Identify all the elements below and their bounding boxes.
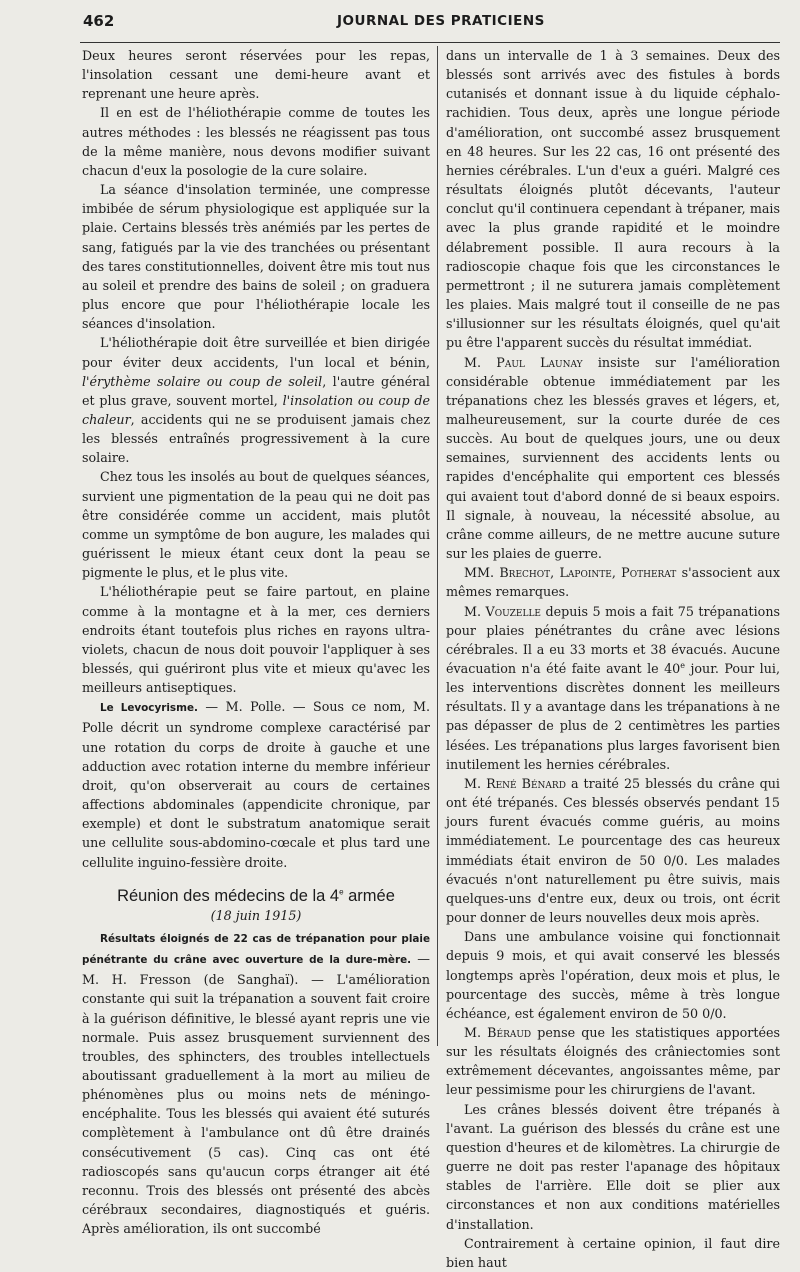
paragraph: dans un intervalle de 1 à 3 semaines. Deux des blessés sont arrivés avec des fistules à bords cutanisés et donnant issue à du liquide céphalo-rachidien. Tous deux, après une longue période d'amélioration, ont succombé assez brusquement en 48 heures. Sur les 22 cas, 16 ont présenté des hernies cérébrales. L'un d'eux a guéri. Malgré ces résultats éloignés plutôt décevants, l'auteur conclut qu'il continuera cependant à trépaner, mais avec la plus grande rapidité et le moindre délabrement possible. Il aura recours à la radioscopie chaque fois que les circonstances le permettront ; il ne suturera jamais complètement les plaies. Mais malgré tout il conseille de ne pas s'illusionner sur les résultats éloignés, quel qu'ait pu être l'apparent succès du résultat immédiat. <box>446 48 780 351</box>
section-title: Réunion des médecins de la 4e armée <box>117 886 395 905</box>
right-column <box>446 46 780 1272</box>
paragraph: Dans une ambulance voisine qui fonctionnait depuis 9 mois, et qui avait conservé les blessés longtemps après l'opération, deux mois et plus, le pourcentage des succès, même à très longue échéance, est également environ de 50 0/0. <box>446 929 780 1021</box>
section-date: (18 juin 1915) <box>210 907 302 923</box>
results-paragraph: Résultats éloignés de 22 cas de trépanation pour plaie pénétrante du crâne avec ouverture de la dure-mère. — M. H. Fresson (de Sanghaï). — L'amélioration constante qui suit la trépanation a souvent fait croire à la guérison définitive, le blessé ayant repris une vie normale. Puis assez brusquement surviennent des troubles, des sphincters, des troubles intellectuels aboutissant graduellement à la mort au milieu de phénomènes plus ou moins nets de méningo-encéphalite. Tous les blessés qui avaient été suturés complètement à l'ambulance ont dû être drainés consécutivement (5 cas). Cinq cas ont été radioscopés sans qu'aucun corps étranger ait été reconnu. Trois des blessés ont présenté des abcès cérébraux secondaires, diagnostiqués et guéris. Après amélioration, ils ont succombé <box>82 932 430 1237</box>
paragraph: M. René Bénard a traité 25 blessés du crâne qui ont été trépanés. Ces blessés observés pendant 15 jours furent évacués comme guéris, au moins immédiatement. Le pourcentage des cas heureux immédiats était environ de 50 0/0. Les malades évacués n'ont naturellement pu être suivis, mais quelques-uns d'entre eux, deux ou trois, ont écrit pour donner de leurs nouvelles deux mois après. <box>446 775 780 926</box>
page-header <box>0 10 800 36</box>
paragraph: Contrairement à certaine opinion, il faut dire bien haut <box>446 1235 780 1270</box>
paragraph: L'héliothérapie doit être surveillée et bien dirigée pour éviter deux accidents, l'un local et bénin, l'érythème solaire ou coup de soleil, l'autre général et plus grave, souvent mortel, l'insolation ou coup de chaleur, accidents qui ne se produisent jamais chez les blessés entraînés progressivement à la cure solaire. <box>82 335 431 466</box>
paragraph: Deux heures seront réservées pour les repas, l'insolation cessant une demi-heure avant et reprenant une heure après. <box>82 48 430 102</box>
paragraph: L'héliothérapie peut se faire partout, en plaine comme à la montagne et à la mer, ces derniers endroits étant toutefois plus riches en rayons ultra-violets, chacun de nous doit pouvoir l'appliquer à ses blessés, qui guériront plus vite et mieux qu'avec les meilleurs antiseptiques. <box>82 584 430 696</box>
journal-title: JOURNAL DES PRATICIENS <box>337 13 545 29</box>
column-rule <box>437 46 438 1046</box>
paragraph: M. Béraud pense que les statistiques apportées sur les résultats éloignés des crâniectomies sont extrêmement décevantes, angoissantes même, par leur pessimisme pour les chirurgiens de l'avant. <box>446 1024 781 1098</box>
left-column <box>82 46 430 1238</box>
paragraph: Il en est de l'héliothérapie comme de toutes les autres méthodes : les blessés ne réagissent pas tous de la même manière, nous devons modifier suivant chacun d'eux la posologie de la cure solaire. <box>82 105 430 178</box>
run-in-heading: Résultats éloignés de 22 cas de trépanation pour plaie pénétrante du crâne avec ouverture de la dure-mère. <box>82 932 430 967</box>
paragraph: Chez tous les insolés au bout de quelques séances, survient une pigmentation de la peau qui ne doit pas être considérée comme un accident, mais plutôt comme un symptôme de bon augure, les malades qui guérissent le mieux étant ceux dont la peau se pigmente le plus, et le plus vite. <box>82 469 430 581</box>
paragraph: MM. Brechot, Lapointe, Potherat s'associent aux mêmes remarques. <box>446 565 780 600</box>
header-rule <box>80 42 780 43</box>
paragraph: Les crânes blessés doivent être trépanés à l'avant. La guérison des blessés du crâne est une question d'heures et de kilomètres. La chirurgie de guerre ne doit pas rester l'apanage des hôpitaux stables de l'arrière. Elle doit se plier aux circonstances et non aux conditions matérielles d'installation. <box>446 1101 780 1232</box>
paragraph: M. Vouzelle depuis 5 mois a fait 75 trépanations pour plaies pénétrantes du crâne avec lésions cérébrales. Il a eu 33 morts et 38 évacués. Aucune évacuation n'a été faite avant le 40e jour. Pour lui, les interventions discrètes donnent les meilleurs résultats. Il y a avantage dans les trépanations à ne pas dépasser de plus de 2 centimètres les parties lésées. Les trépanations plus larges favorisent bien inutilement les hernies cérébrales. <box>446 603 780 772</box>
run-in-heading: Le Levocyrisme. <box>100 702 198 715</box>
paragraph: M. Paul Launay insiste sur l'amélioration considérable obtenue immédiatement par les trépanations chez les blessés graves et légers, et, malheureusement, sur la courte durée de ces succès. Au bout de quelques jours, une ou deux semaines, surviennent des accidents lents ou rapides d'encéphalite qui emportent ces blessés qui avaient tout d'abord donné de si beaux espoirs. Il signale, à nouveau, la nécessité absolue, au crâne comme ailleurs, de ne mettre aucune suture sur les plaies de guerre. <box>446 354 781 562</box>
levocyrisme-paragraph: Le Levocyrisme. — M. Polle. — Sous ce nom, M. Polle décrit un syndrome complexe caractérisé par une rotation du corps de droite à gauche et une adduction avec rotation interne du membre inférieur droit, qu'on observerait au cours de certaines affections abdominales (appendicite chronique, par exemple) et dont le substratum anatomique serait une cellulite sous-abdomino-cœcale et plus tard une cellulite inguino-fessière droite. <box>82 699 430 870</box>
paragraph: La séance d'insolation terminée, une compresse imbibée de sérum physiologique est appliquée sur la plaie. Certains blessés très anémiés par les pertes de sang, fatigués par la vie des tranchées ou présentant des tares constitutionnelles, doivent être mis tout nus au soleil et prendre des bains de soleil ; on graduera plus encore que pour l'héliothérapie locale les séances d'insolation. <box>82 182 430 332</box>
page-number: 462 <box>83 12 115 30</box>
